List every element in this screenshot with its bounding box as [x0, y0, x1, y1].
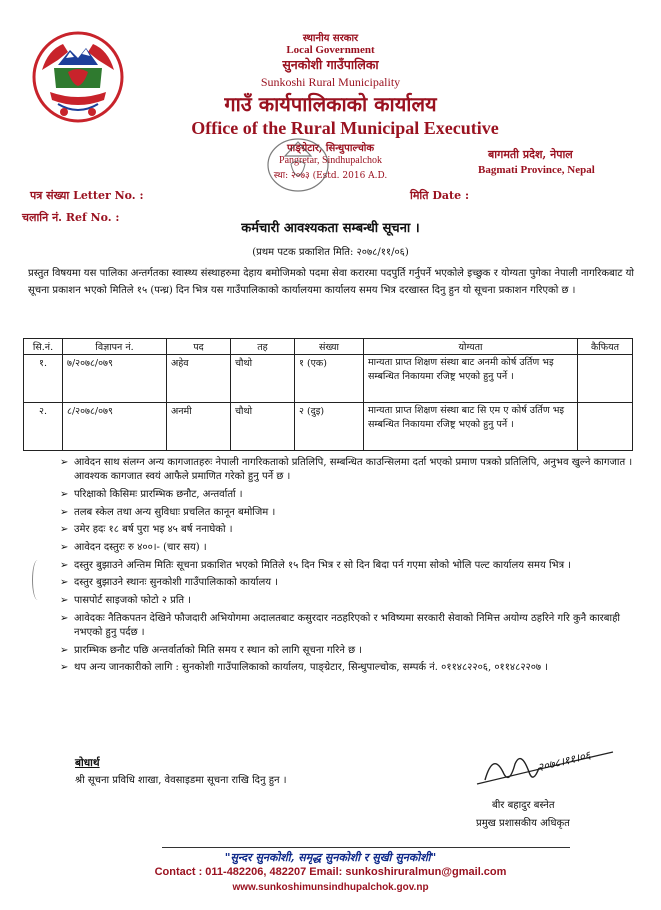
signatory-name: बीर बहादुर बस्नेत — [492, 800, 555, 811]
cell-level: चौथो — [231, 355, 295, 403]
cc-line: श्री सूचना प्रविधि शाखा, वेवसाइडमा सूचना राखि दिनु हुन । — [75, 775, 287, 786]
office-title-en: Office of the Rural Municipal Executive — [191, 118, 499, 138]
table-row — [24, 403, 633, 451]
cell-sn: २. — [24, 403, 63, 451]
header-advertisement-no: विज्ञापन नं. — [63, 339, 167, 355]
established-year: स्था: २०७३ (Estd. 2016 A.D. — [273, 171, 388, 181]
arrow-bullet-icon: ➢ — [60, 506, 69, 518]
cell-advertisement-no: ८/२०७८/०७९ — [63, 403, 167, 451]
cell-count: १ (एक) — [295, 355, 364, 403]
office-seal-stamp — [255, 128, 341, 202]
list-item: ➢ आवेदन साथ संलग्न अन्य कागजातहरुः नेपाली नागरिकताको प्रतिलिपि, सम्बन्धित काउन्सिलमा दर्ता भएको प्रमाण पत्रको प्रतिलिपि, अनुभव खुल्ने कागजात । आवश्यक कागजात स्वयं आफैले प्रमाणित गरेको हुनु पर्ने छ । — [60, 457, 633, 483]
list-item: ➢ थप अन्य जानकारीको लागि : सुनकोशी गाउँपालिकाको कार्यालय, पाङ्ग्रेटार, सिन्धुपाल्चोक, सम्पर्क नं. ०११४८२२०६, ०११४८२२०७ । — [60, 661, 635, 675]
arrow-bullet-icon: ➢ — [60, 524, 69, 536]
list-item: ➢ उमेर हदः १८ बर्ष पुरा भइ ४५ बर्ष ननाघेको । — [60, 523, 635, 537]
municipality-name-ne: सुनकोशी गाउँपालिका — [282, 57, 379, 72]
table-header-row — [24, 339, 633, 355]
header-count: संख्या — [295, 339, 364, 355]
cell-post: अनमी — [167, 403, 231, 451]
header-level: तह — [231, 339, 295, 355]
intro-paragraph: प्रस्तुत विषयमा यस पालिका अन्तर्गतका स्वास्थ्य संस्थाहरुमा देहाय बमोजिमको पदमा सेवा करारमा पदपुर्ति गर्नुपर्ने भएकोले इच्छुक र योग्यता पुगेका नेपाली नागरिकबाट यो सूचना प्रकाशन भएको मितिले १५ (पन्ध्र) दिन भित्र यस गाउँपालिकाको कार्यालयमा कार्यालय समय भित्र दरखास्त दिनु हुन यो सूचना प्रकाशन गरिएको छ । — [28, 268, 634, 296]
arrow-bullet-icon: ➢ — [60, 612, 69, 624]
cell-advertisement-no: ७/२०७८/०७९ — [63, 355, 167, 403]
office-address-en: Pangretar, Sindhupalchok — [279, 155, 382, 166]
municipality-name-en: Sunkoshi Rural Municipality — [260, 75, 401, 89]
cell-remarks — [578, 355, 633, 403]
arrow-bullet-icon: ➢ — [60, 542, 69, 554]
province-ne: बागमती प्रदेश, नेपाल — [488, 148, 573, 161]
footer-slogan: "सुन्दर सुनकोशी, समृद्ध सुनकोशी र सुखी सुनकोशी" — [224, 851, 437, 864]
arrow-bullet-icon: ➢ — [60, 488, 69, 500]
signatory-designation: प्रमुख प्रशासकीय अधिकृत — [476, 818, 570, 829]
arrow-bullet-icon: ➢ — [60, 457, 69, 468]
local-government-en: Local Government — [286, 44, 375, 56]
list-item: ➢ तलब स्केल तथा अन्य सुविधाः प्रचलित कानून बमोजिम । — [60, 506, 635, 520]
header-sn: सि.नं. — [24, 339, 63, 355]
arrow-bullet-icon: ➢ — [60, 577, 69, 589]
office-title-ne: गाउँ कार्यपालिकाको कार्यालय — [224, 92, 437, 116]
letter-number-label: पत्र संख्या Letter No. : — [30, 189, 144, 202]
cell-sn: १. — [24, 355, 63, 403]
arrow-bullet-icon: ➢ — [60, 595, 69, 607]
header-qualification: योग्यता — [364, 339, 578, 355]
notice-title: कर्मचारी आवश्यकता सम्बन्धी सूचना । — [241, 221, 420, 236]
footer-website-link[interactable]: www.sunkoshimunsindhupalchok.gov.np — [232, 882, 429, 893]
arrow-bullet-icon: ➢ — [60, 559, 69, 571]
cell-post: अहेव — [167, 355, 231, 403]
office-address-ne: पाङ्ग्रेटार, सिन्धुपाल्चोक — [286, 143, 375, 154]
local-government-ne: स्थानीय सरकार — [302, 33, 359, 44]
date-label: मिति Date : — [410, 189, 470, 202]
margin-punch-mark — [32, 560, 43, 600]
list-item: ➢ दस्तुर बुझाउने स्थानः सुनकोशी गाउँपालिकाको कार्यालय । — [60, 576, 635, 590]
header-post: पद — [167, 339, 231, 355]
cell-qualification: मान्यता प्राप्त शिक्षण संस्था बाट अनमी कोर्ष उर्तिण भइ सम्बन्धित निकायमा रजिष्ट्र भएको हुनु पर्ने । — [364, 355, 578, 403]
requirements-list — [60, 456, 635, 679]
signature-date: २०७८।११।०६ — [536, 748, 592, 775]
table-row — [24, 355, 633, 403]
published-date: (प्रथम पटक प्रकाशित मिति: २०७८/११/०६) — [252, 247, 409, 258]
list-item: ➢ परिक्षाको किसिमः प्रारम्भिक छनौट, अन्तर्वार्ता । — [60, 488, 635, 502]
cc-heading: बोधार्थ — [75, 757, 100, 769]
list-item: ➢ पासपोर्ट साइजको फोटो २ प्रति । — [60, 594, 635, 608]
list-item: ➢ आवेदकः नैतिकपतन देखिने फौजदारी अभियोगमा अदालतबाट कसुरदार नठहरिएको र भविष्यमा सरकारी सेवाको निमित्त अयोग्य ठहरिने गरि कुनै कारबाही नभएको हुनु पर्दछ । — [60, 612, 620, 639]
cell-remarks — [578, 403, 633, 451]
footer-divider — [162, 847, 570, 848]
vacancy-table — [23, 338, 633, 451]
arrow-bullet-icon: ➢ — [60, 662, 69, 674]
cell-level: चौथो — [231, 403, 295, 451]
footer-contact: Contact : 011-482206, 482207 Email: sunkoshiruralmun@gmail.com — [154, 866, 507, 878]
province-en: Bagmati Province, Nepal — [478, 164, 595, 176]
cell-count: २ (दुइ) — [295, 403, 364, 451]
cell-qualification: मान्यता प्राप्त शिक्षण संस्था बाट सि एम ए कोर्ष उर्तिण भइ सम्बन्धित निकायमा रजिष्ट्र भएको हुनु पर्ने । — [364, 403, 578, 451]
handwritten-signature — [475, 742, 625, 792]
list-item: ➢ दस्तुर बुझाउने अन्तिम मितिः सूचना प्रकाशित भएको मितिले १५ दिन भित्र र सो दिन बिदा पर्न गएमा सोको भोलि पल्ट कार्यालय समय भित्र । — [60, 559, 635, 573]
header-remarks: कैफियत — [578, 339, 633, 355]
list-item: ➢ प्रारम्भिक छनौट पछि अन्तर्वार्ताको मिति समय र स्थान को लागि सूचना गरिने छ । — [60, 644, 635, 658]
list-item: ➢ आवेदन दस्तुरः रु ४००।- (चार सय) । — [60, 541, 635, 555]
reference-number-label: चलानि नं. Ref No. : — [22, 211, 120, 224]
arrow-bullet-icon: ➢ — [60, 644, 69, 656]
